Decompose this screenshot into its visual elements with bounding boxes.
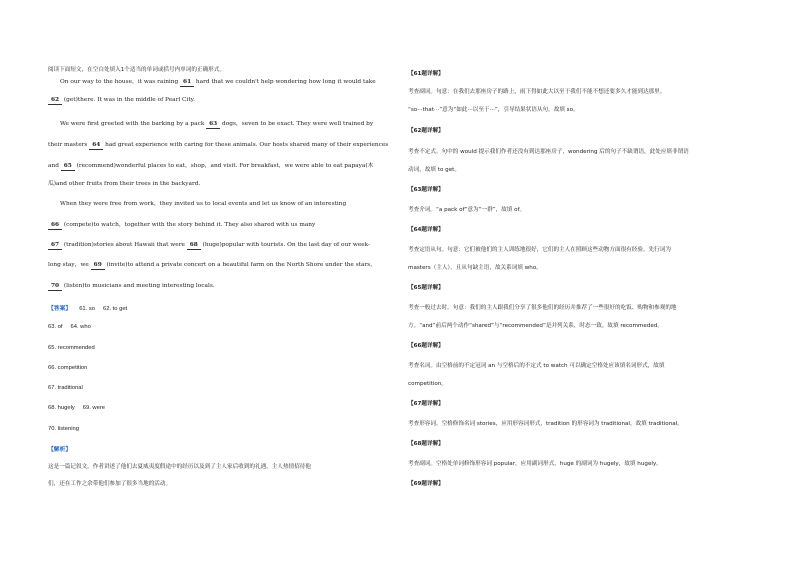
explanation-line: 考查一般过去时。句意：我们的主人跟我们分享了很多他们的经历并推荐了一些很好的吃饭、购物和参观的地 — [408, 305, 677, 311]
answer-item: 66. competition — [48, 365, 88, 371]
answer-line — [48, 364, 87, 372]
passage-text: hard that we couldn't help wondering how long it would take — [194, 79, 376, 85]
blank-number: 69 — [91, 261, 105, 270]
passage-line — [60, 200, 346, 208]
passage-line — [60, 78, 376, 87]
explanation-heading: 【63题详解】 — [408, 187, 444, 193]
answer-item: 67. traditional — [48, 385, 83, 391]
blank-number: 68 — [187, 241, 201, 250]
passage-line — [48, 261, 376, 270]
blank-number: 70 — [48, 282, 62, 291]
passage-text: (get)there. It was in the middle of Pearl City. — [62, 97, 196, 103]
explanation-line: 考查不定式。句中的 would 提示我们作者还没有到达那座房子，wondering 后的句子不缺谓语，此处应填非谓语 — [408, 149, 689, 155]
answer-item: 63. of — [48, 324, 63, 330]
answer-item: 62. to get — [103, 306, 128, 312]
explanation-heading: 【65题详解】 — [408, 285, 444, 291]
passage-text: On our way to the house，it was raining — [60, 79, 181, 85]
explanation-heading: 【64题详解】 — [408, 227, 444, 233]
analysis-label: 【解析】 — [48, 447, 72, 453]
explanation-line: 考查形容词。空格修饰名词 stories，应用形容词形式，tradition 的形容词为 traditional，故填 traditional。 — [408, 421, 683, 427]
blank-number: 63 — [206, 120, 220, 129]
blank-number: 64 — [89, 141, 103, 150]
explanation-heading: 【67题详解】 — [408, 401, 444, 407]
blank-number: 62 — [48, 96, 62, 105]
explanation-heading: 【62题详解】 — [408, 128, 444, 134]
passage-text: (huge)popular with tourists. On the last day of our week- — [200, 242, 371, 248]
answer-line — [48, 323, 91, 331]
explanation-line: 考查名词。由空格前的不定冠词 an 与空格后的不定式 to watch 可以确定空格处应该填名词形式，故填 — [408, 363, 665, 369]
answer-line — [48, 344, 95, 352]
passage-text: (invite)to attend a private concert on a beautiful farm on the North Shore under the stars， — [104, 262, 377, 268]
explanation-heading: 【66题详解】 — [408, 343, 444, 349]
explanation-line: 考查副词。空格处单词修饰形容词 popular，应用副词形式，huge 的副词为 hugely，故填 hugely。 — [408, 461, 662, 467]
answer-line — [48, 425, 79, 433]
answer-item: 68. hugely — [48, 405, 75, 411]
passage-text: and — [48, 163, 61, 169]
passage-text: 瓜)and other fruits from their trees in the backyard. — [48, 181, 201, 187]
answer-line — [48, 384, 83, 392]
explanation-heading: 【61题详解】 — [408, 71, 444, 77]
passage-line — [48, 96, 195, 105]
passage-line — [48, 282, 215, 291]
blank-number: 66 — [48, 221, 62, 230]
answer-item: 69. were — [82, 405, 105, 411]
passage-line — [48, 141, 388, 150]
passage-text: (tradition)stories about Hawaii that were — [62, 242, 187, 248]
analysis-line: 们，还在工作之余带他们参加了很多当地的活动。 — [48, 481, 172, 487]
answer-label: 【答案】 — [48, 306, 72, 312]
passage-text: (recommend)wonderful places to eat，shop，and visit. For breakfast，we were able to eat papaya(木 — [74, 163, 374, 169]
passage-line — [60, 120, 373, 129]
answer-line-first — [48, 305, 127, 313]
explanation-line: 考查介词。“a pack of”意为“一群”，故填 of。 — [408, 207, 526, 213]
explanation-line: masters（主人），且从句缺主语，故关系词填 who。 — [408, 265, 542, 271]
passage-line — [48, 180, 200, 188]
analysis-line: 这是一篇记叙文。作者讲述了他们去夏威夷度假途中的经历以及到了主人家后收到的礼遇，主人热情招待他 — [48, 464, 311, 470]
explanation-line: 动词，故填 to get。 — [408, 167, 460, 173]
answer-item: 65. recommended — [48, 345, 95, 351]
explanation-line: competition。 — [408, 381, 447, 387]
answer-item: 61. so — [79, 306, 95, 312]
explanation-heading: 【69题详解】 — [408, 481, 444, 487]
passage-text: dogs，seven to be exact. They were well trained by — [220, 121, 374, 127]
passage-line — [48, 162, 373, 171]
passage-text: (listen)to musicians and meeting interesting locals. — [62, 283, 215, 289]
passage-text: had great experience with caring for these animals. Our hosts shared many of their experiences — [103, 142, 389, 148]
explanation-line: 方。“and”前后两个动作“shared”与“recommended”是并列关系，时态一致。故填 recommeded。 — [408, 323, 663, 329]
passage-text: We were first greeted with the barking by a pack — [60, 121, 207, 127]
passage-text: When they were free from work，they invited us to local events and let us know of an interesting — [60, 201, 347, 207]
explanation-line: “so···that···”意为“如此···以至于···”，引导结果状语从句。故填 so。 — [408, 107, 579, 113]
answer-line — [48, 404, 105, 412]
blank-number: 67 — [48, 241, 62, 250]
blank-number: 65 — [61, 162, 75, 171]
answer-item: 64. who — [70, 324, 91, 330]
passage-text: long stay，we — [48, 262, 91, 268]
explanation-line: 考查定语从句。句意：它们被他们的主人训练地很好，它们的主人在照顾这些动物方面很有经验。先行词为 — [408, 247, 671, 253]
explanation-line: 考查副词。句意：在我们去那座房子的路上，雨下得如此大以至于我们不能不想还要多久才能到达那里。 — [408, 89, 666, 95]
blank-number: 61 — [180, 78, 194, 87]
answer-item: 70. listening — [48, 426, 79, 432]
passage-text: (compete)to watch，together with the story behind it. They also shared with us many — [62, 222, 316, 228]
passage-line — [48, 221, 315, 230]
passage-line — [48, 241, 370, 250]
passage-text: their masters — [48, 142, 90, 148]
explanation-heading: 【68题详解】 — [408, 441, 444, 447]
instruction: 阅读下面短文，在空白处填入1个适当的单词或括号内单词的正确形式。 — [48, 67, 225, 73]
